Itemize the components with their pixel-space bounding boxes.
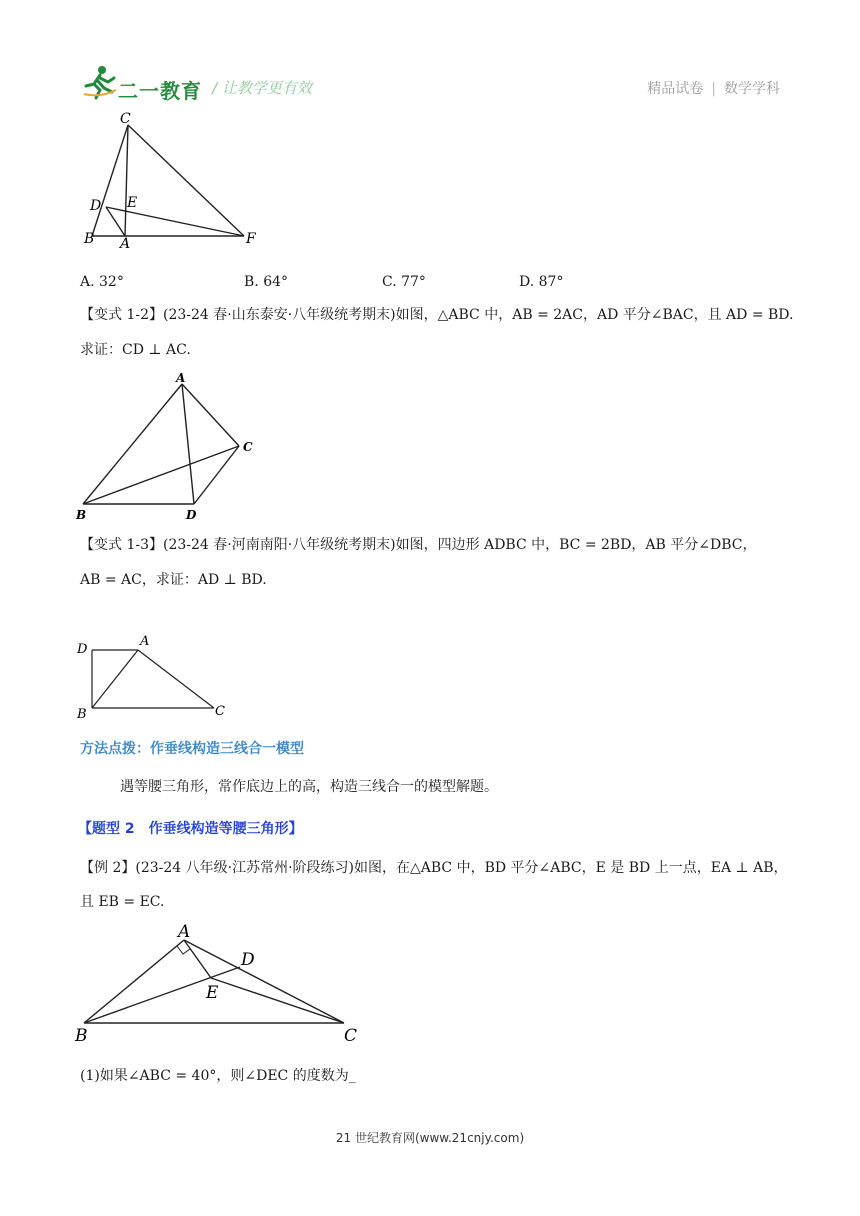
header: [0, 0, 860, 110]
variant-1-3-line-1: 【变式 1-3】(23-24 春·河南南阳·八年级统考期末)如图，四边形 ADBC 中，BC = 2BD，AB 平分∠DBC，: [80, 537, 757, 553]
fig4-label-e: E: [206, 983, 219, 1003]
variant-1-2-line-2: 求证：CD ⊥ AC.: [80, 342, 191, 358]
fig1-label-e: E: [127, 195, 138, 211]
figure-1-diagram: [78, 108, 268, 253]
fig1-label-c: C: [120, 111, 131, 127]
runner-logo-icon: [80, 64, 120, 100]
option-a: A. 32°: [80, 274, 124, 290]
fig1-label-f: F: [246, 231, 256, 247]
fig4-label-b: B: [75, 1026, 88, 1046]
header-label-left: 精品试卷: [647, 81, 704, 97]
option-b: B. 64°: [244, 274, 289, 290]
figure-3-diagram: [72, 628, 242, 723]
fig2-label-d: D: [186, 508, 197, 522]
figure-4-diagram: [72, 918, 372, 1053]
type-2-heading: 【题型 2 作垂线构造等腰三角形】: [78, 821, 303, 837]
fig2-label-c: C: [243, 440, 253, 454]
option-c: C. 77°: [382, 274, 426, 290]
method-tip-title: 方法点拨：作垂线构造三线合一模型: [80, 741, 304, 757]
figure-2-diagram: [70, 368, 270, 528]
fig1-label-a: A: [120, 236, 131, 252]
brand-slogan: / 让教学更有效: [212, 79, 312, 97]
example-2-line-1: 【例 2】(23-24 八年级·江苏常州·阶段练习)如图，在△ABC 中，BD 平分∠ABC，E 是 BD 上一点，EA ⊥ AB，: [80, 860, 788, 876]
header-separator: |: [711, 81, 716, 97]
fig3-label-a: A: [140, 634, 150, 649]
page-footer: 21 世纪教育网(www.21cnjy.com): [335, 1131, 525, 1145]
fig1-label-d: D: [90, 198, 102, 214]
fig2-label-b: B: [76, 508, 87, 522]
header-label-right: 数学学科: [724, 81, 780, 97]
fig4-label-d: D: [241, 950, 255, 970]
fig3-label-c: C: [215, 704, 225, 719]
question-1: (1)如果∠ABC = 40°，则∠DEC 的度数为_: [80, 1068, 356, 1084]
brand-name: 二一教育: [118, 79, 202, 103]
fig1-label-b: B: [84, 231, 95, 247]
method-tip-body: 遇等腰三角形，常作底边上的高，构造三线合一的模型解题。: [120, 779, 498, 795]
header-subject: [647, 78, 780, 98]
fig3-label-b: B: [77, 707, 87, 722]
fig2-label-a: A: [176, 371, 186, 385]
fig3-label-d: D: [77, 642, 88, 657]
example-2-line-2: 且 EB = EC.: [80, 894, 165, 910]
fig4-label-c: C: [344, 1026, 358, 1046]
option-d: D. 87°: [519, 274, 564, 290]
variant-1-3-line-2: AB = AC，求证：AD ⊥ BD.: [80, 572, 267, 588]
fig4-label-a: A: [178, 922, 191, 942]
variant-1-2-line-1: 【变式 1-2】(23-24 春·山东泰安·八年级统考期末)如图，△ABC 中，AB = 2AC，AD 平分∠BAC，且 AD = BD.: [80, 307, 794, 323]
